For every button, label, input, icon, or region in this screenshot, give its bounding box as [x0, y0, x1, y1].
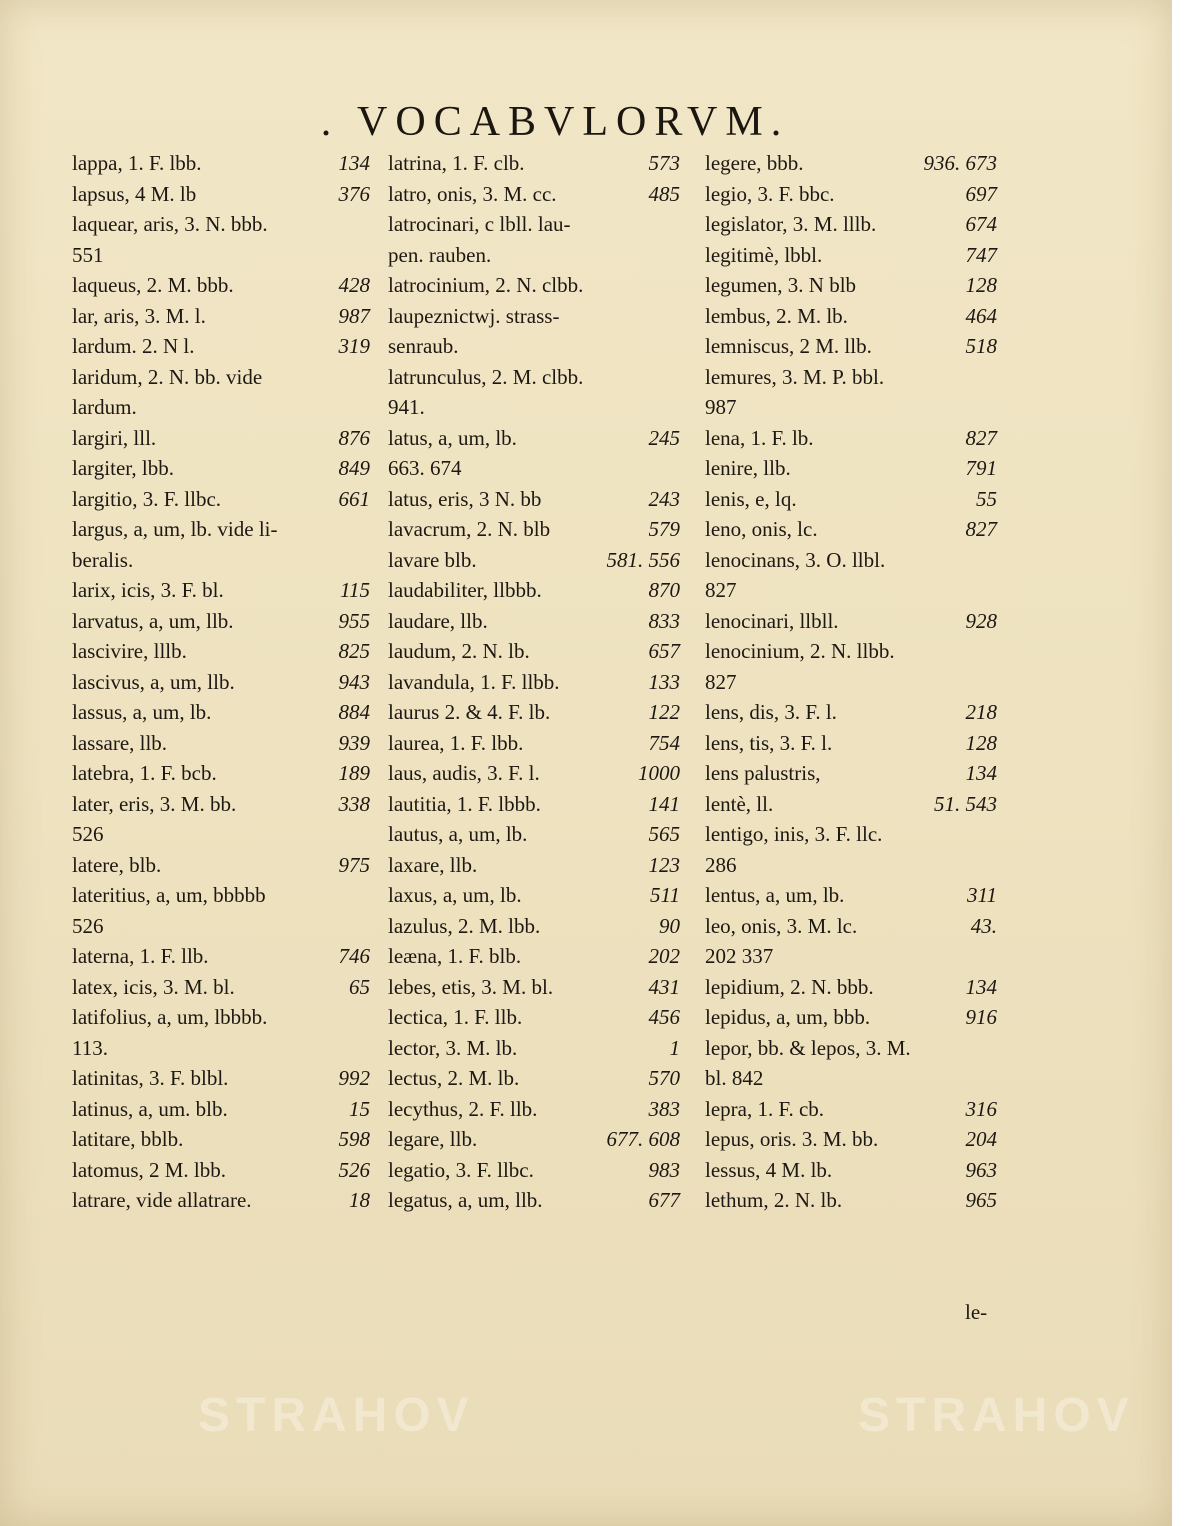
entry-continuation — [705, 1063, 997, 1094]
entry-number: 677 — [648, 1188, 680, 1212]
vocabulary-entry — [388, 270, 680, 301]
entry-continuation — [388, 240, 680, 271]
vocabulary-entry — [388, 911, 680, 942]
entry-text: lethum, 2. N. lb. — [705, 1188, 843, 1212]
entry-text: lemures, 3. M. P. bbl. — [705, 364, 885, 389]
entry-text: lens palustris, — [705, 761, 821, 785]
entry-number: 827 — [965, 517, 997, 541]
entry-text: latinitas, 3. F. blbl. — [72, 1066, 229, 1090]
entry-number: 134 — [965, 761, 997, 785]
entry-number: 43. — [970, 913, 997, 938]
entry-text: lenocinans, 3. O. llbl. — [705, 547, 886, 572]
entry-number: 876 — [338, 425, 370, 450]
entry-number: 338 — [338, 791, 370, 816]
entry-number: 464 — [965, 303, 997, 328]
entry-text: laudum, 2. N. lb. — [388, 639, 530, 663]
entry-text: lascivire, lllb. — [72, 639, 187, 663]
column-1 — [72, 148, 370, 1216]
vocabulary-entry — [72, 667, 370, 698]
entry-number: 319 — [338, 334, 370, 358]
entry-text: lentè, ll. — [705, 791, 774, 816]
vocabulary-entry — [705, 514, 997, 545]
vocabulary-entry — [705, 697, 997, 728]
vocabulary-entry — [705, 728, 997, 759]
vocabulary-entry — [72, 1124, 370, 1155]
entry-number: 316 — [965, 1096, 997, 1121]
entry-text: laxare, llb. — [388, 852, 478, 877]
entry-text: lassus, a, um, lb. — [72, 700, 212, 724]
vocabulary-entry — [705, 1185, 997, 1216]
vocabulary-entry — [388, 514, 680, 545]
vocabulary-entry — [388, 209, 680, 240]
entry-text: 987 — [705, 395, 737, 419]
entry-text: lepra, 1. F. cb. — [705, 1096, 825, 1121]
entry-text: leno, onis, lc. — [705, 517, 818, 541]
vocabulary-entry — [388, 423, 680, 454]
vocabulary-entry — [705, 484, 997, 515]
entry-text: latrare, vide allatrare. — [72, 1188, 252, 1212]
entry-text: pen. rauben. — [388, 242, 492, 267]
entry-text: 526 — [72, 822, 104, 846]
entry-text: laus, audis, 3. F. l. — [388, 761, 540, 785]
vocabulary-entry — [72, 575, 370, 606]
entry-text: 827 — [705, 669, 737, 694]
entry-text: 526 — [72, 913, 104, 938]
entry-text: latere, blb. — [72, 852, 162, 877]
vocabulary-entry — [388, 941, 680, 972]
entry-text: lebes, etis, 3. M. bl. — [388, 974, 554, 999]
entry-number: 511 — [650, 883, 680, 907]
entry-text: legumen, 3. N blb — [705, 273, 857, 297]
vocabulary-entry — [705, 1155, 997, 1186]
entry-text: lapsus, 4 M. lb — [72, 181, 197, 206]
entry-text: lens, tis, 3. F. l. — [705, 730, 833, 755]
entry-text: lepidus, a, um, bbb. — [705, 1005, 871, 1029]
entry-text: lavacrum, 2. N. blb — [388, 517, 551, 541]
entry-text: legitimè, lbbl. — [705, 242, 823, 267]
entry-text: senraub. — [388, 334, 459, 358]
entry-number: 747 — [965, 242, 997, 267]
column-3 — [705, 148, 997, 1216]
vocabulary-entry — [72, 1063, 370, 1094]
entry-number: 123 — [648, 852, 680, 877]
entry-text: lar, aris, 3. M. l. — [72, 303, 206, 328]
vocabulary-entry — [388, 362, 680, 393]
entry-text: lenocinari, llbll. — [705, 608, 839, 633]
entry-text: legatio, 3. F. llbc. — [388, 1157, 534, 1182]
entry-continuation — [72, 1033, 370, 1064]
entry-text: lardum. 2. N l. — [72, 334, 195, 358]
column-2 — [388, 148, 680, 1216]
entry-text: laudare, llb. — [388, 608, 488, 633]
watermark-right: STRAHOV — [858, 1389, 1135, 1442]
entry-text: legislator, 3. M. lllb. — [705, 212, 877, 236]
vocabulary-entry — [705, 1124, 997, 1155]
entry-text: latinus, a, um. blb. — [72, 1096, 228, 1121]
entry-text: 202 337 — [705, 944, 774, 968]
vocabulary-entry — [72, 179, 370, 210]
entry-continuation — [72, 240, 370, 271]
vocabulary-entry — [72, 880, 370, 911]
entry-text: laxus, a, um, lb. — [388, 883, 522, 907]
entry-number: 661 — [338, 486, 370, 511]
entry-number: 754 — [648, 730, 680, 755]
vocabulary-entry — [705, 819, 997, 850]
vocabulary-entry — [388, 545, 680, 576]
entry-text: latomus, 2 M. lbb. — [72, 1157, 227, 1182]
entry-continuation — [705, 850, 997, 881]
vocabulary-entry — [705, 423, 997, 454]
vocabulary-entry — [388, 148, 680, 179]
entry-text: lautus, a, um, lb. — [388, 822, 528, 846]
entry-text: latrocinari, c lbll. lau- — [388, 212, 571, 236]
entry-text: largitio, 3. F. llbc. — [72, 486, 222, 511]
entry-text: lenis, e, lq. — [705, 486, 797, 511]
entry-text: laqueus, 2. M. bbb. — [72, 273, 234, 297]
vocabulary-entry — [72, 453, 370, 484]
entry-number: 791 — [965, 456, 997, 480]
entry-text: legere, bbb. — [705, 151, 804, 175]
entry-text: lembus, 2. M. lb. — [705, 303, 848, 328]
entry-number: 849 — [338, 456, 370, 480]
vocabulary-entry — [388, 789, 680, 820]
entry-number: 311 — [967, 883, 997, 907]
entry-text: laridum, 2. N. bb. vide — [72, 364, 263, 389]
vocabulary-entry — [72, 1002, 370, 1033]
entry-text: 286 — [705, 852, 737, 877]
entry-number: 15 — [349, 1096, 370, 1121]
entry-text: beralis. — [72, 547, 134, 572]
entry-continuation — [388, 301, 680, 332]
entry-number: 1 — [669, 1035, 680, 1060]
entry-number: 428 — [338, 273, 370, 297]
entry-text: lentus, a, um, lb. — [705, 883, 845, 907]
vocabulary-entry — [388, 1033, 680, 1064]
entry-number: 677. 608 — [606, 1127, 680, 1151]
entry-text: lappa, 1. F. lbb. — [72, 151, 202, 175]
vocabulary-entry — [705, 1033, 997, 1064]
entry-text: largiter, lbb. — [72, 456, 174, 480]
vocabulary-entry — [705, 789, 997, 820]
vocabulary-entry — [705, 880, 997, 911]
vocabulary-entry — [705, 1094, 997, 1125]
vocabulary-entry — [705, 209, 997, 240]
entry-text: 113. — [72, 1035, 108, 1060]
vocabulary-entry — [388, 850, 680, 881]
vocabulary-entry — [72, 941, 370, 972]
vocabulary-entry — [72, 209, 370, 240]
entry-number: 955 — [338, 608, 370, 633]
vocabulary-entry — [72, 331, 370, 362]
vocabulary-entry — [705, 636, 997, 667]
page-heading: . VOCABVLORVM. — [320, 99, 790, 145]
vocabulary-entry — [72, 514, 370, 545]
entry-number: 884 — [338, 700, 370, 724]
entry-text: lemniscus, 2 M. llb. — [705, 334, 872, 358]
entry-text: lectus, 2. M. lb. — [388, 1066, 520, 1090]
entry-number: 825 — [338, 639, 370, 663]
entry-text: 941. — [388, 395, 425, 419]
entry-number: 55 — [976, 486, 997, 511]
entry-text: legare, llb. — [388, 1127, 478, 1151]
vocabulary-entry — [705, 1002, 997, 1033]
entry-continuation — [705, 575, 997, 606]
entry-number: 936. 673 — [923, 151, 997, 175]
entry-number: 218 — [965, 700, 997, 724]
entry-number: 51. 543 — [934, 791, 997, 816]
entry-text: laurus 2. & 4. F. lb. — [388, 700, 551, 724]
entry-number: 992 — [338, 1066, 370, 1090]
entry-continuation — [72, 819, 370, 850]
entry-number: 141 — [648, 791, 680, 816]
vocabulary-entry — [388, 1002, 680, 1033]
entry-continuation — [705, 667, 997, 698]
entry-number: 18 — [349, 1188, 370, 1212]
entry-text: larix, icis, 3. F. bl. — [72, 578, 224, 602]
vocabulary-entry — [72, 1155, 370, 1186]
vocabulary-entry — [705, 362, 997, 393]
entry-continuation — [72, 392, 370, 423]
entry-text: lena, 1. F. lb. — [705, 425, 814, 450]
vocabulary-entry — [705, 911, 997, 942]
vocabulary-entry — [705, 606, 997, 637]
entry-text: lepor, bb. & lepos, 3. M. — [705, 1035, 911, 1060]
watermark-left: STRAHOV — [198, 1389, 475, 1442]
vocabulary-entry — [388, 728, 680, 759]
vocabulary-entry — [388, 819, 680, 850]
entry-number: 383 — [648, 1096, 680, 1121]
entry-number: 746 — [338, 944, 370, 968]
entry-number: 963 — [965, 1157, 997, 1182]
entry-text: laquear, aris, 3. N. bbb. — [72, 212, 268, 236]
entry-number: 674 — [965, 212, 997, 236]
vocabulary-entry — [72, 789, 370, 820]
entry-number: 581. 556 — [606, 547, 680, 572]
entry-number: 975 — [338, 852, 370, 877]
vocabulary-entry — [72, 423, 370, 454]
vocabulary-entry — [705, 148, 997, 179]
entry-number: 128 — [965, 273, 997, 297]
vocabulary-entry — [388, 1155, 680, 1186]
vocabulary-entry — [388, 880, 680, 911]
entry-number: 65 — [349, 974, 370, 999]
entry-number: 245 — [648, 425, 680, 450]
entry-text: latex, icis, 3. M. bl. — [72, 974, 235, 999]
vocabulary-entry — [388, 1185, 680, 1216]
vocabulary-entry — [72, 697, 370, 728]
entry-text: 551 — [72, 242, 104, 267]
entry-number: 122 — [648, 700, 680, 724]
entry-text: lardum. — [72, 395, 137, 419]
entry-number: 456 — [648, 1005, 680, 1029]
entry-continuation — [388, 453, 680, 484]
entry-text: latro, onis, 3. M. cc. — [388, 181, 557, 206]
entry-number: 134 — [338, 151, 370, 175]
entry-text: leo, onis, 3. M. lc. — [705, 913, 858, 938]
vocabulary-entry — [388, 1124, 680, 1155]
vocabulary-entry — [72, 270, 370, 301]
entry-text: lentigo, inis, 3. F. llc. — [705, 822, 883, 846]
vocabulary-entry — [72, 148, 370, 179]
entry-continuation — [72, 911, 370, 942]
entry-text: bl. 842 — [705, 1066, 764, 1090]
entry-text: lessus, 4 M. lb. — [705, 1157, 833, 1182]
entry-number: 943 — [338, 669, 370, 694]
entry-text: laurea, 1. F. lbb. — [388, 730, 524, 755]
entry-text: lens, dis, 3. F. l. — [705, 700, 837, 724]
entry-number: 965 — [965, 1188, 997, 1212]
entry-number: 376 — [338, 181, 370, 206]
entry-number: 928 — [965, 608, 997, 633]
vocabulary-entry — [388, 667, 680, 698]
vocabulary-entry — [72, 972, 370, 1003]
entry-text: latus, eris, 3 N. bb — [388, 486, 542, 511]
entry-number: 983 — [648, 1157, 680, 1182]
vocabulary-entry — [388, 697, 680, 728]
entry-text: largus, a, um, lb. vide li- — [72, 517, 278, 541]
entry-text: lenocinium, 2. N. llbb. — [705, 639, 895, 663]
entry-text: 827 — [705, 578, 737, 602]
entry-text: latrina, 1. F. clb. — [388, 151, 525, 175]
entry-text: latus, a, um, lb. — [388, 425, 517, 450]
entry-number: 987 — [338, 303, 370, 328]
vocabulary-entry — [705, 301, 997, 332]
entry-text: lenire, llb. — [705, 456, 791, 480]
catchword: le- — [965, 1300, 988, 1324]
vocabulary-entry — [388, 1094, 680, 1125]
entry-number: 115 — [340, 578, 370, 602]
vocabulary-entry — [705, 240, 997, 271]
entry-continuation — [705, 392, 997, 423]
vocabulary-entry — [388, 484, 680, 515]
vocabulary-entry — [705, 453, 997, 484]
vocabulary-entry — [388, 575, 680, 606]
vocabulary-entry — [72, 606, 370, 637]
entry-number: 243 — [648, 486, 680, 511]
entry-number: 579 — [648, 517, 680, 541]
entry-number: 518 — [965, 334, 997, 358]
entry-number: 90 — [659, 913, 680, 938]
vocabulary-entry — [72, 362, 370, 393]
entry-number: 202 — [648, 944, 680, 968]
entry-number: 916 — [965, 1005, 997, 1029]
entry-text: lascivus, a, um, llb. — [72, 669, 235, 694]
entry-text: lazulus, 2. M. lbb. — [388, 913, 541, 938]
entry-number: 657 — [648, 639, 680, 663]
vocabulary-entry — [705, 545, 997, 576]
vocabulary-entry — [72, 850, 370, 881]
entry-text: latebra, 1. F. bcb. — [72, 761, 217, 785]
entry-continuation — [388, 392, 680, 423]
vocabulary-entry — [705, 331, 997, 362]
entry-text: lautitia, 1. F. lbbb. — [388, 791, 541, 816]
entry-number: 833 — [648, 608, 680, 633]
vocabulary-entry — [72, 484, 370, 515]
entry-text: lavare blb. — [388, 547, 477, 572]
entry-text: leæna, 1. F. blb. — [388, 944, 522, 968]
vocabulary-entry — [388, 606, 680, 637]
entry-text: largiri, lll. — [72, 425, 157, 450]
entry-number: 697 — [965, 181, 997, 206]
entry-text: lepus, oris. 3. M. bb. — [705, 1127, 879, 1151]
vocabulary-entry — [72, 758, 370, 789]
entry-number: 1000 — [638, 761, 680, 785]
vocabulary-entry — [705, 270, 997, 301]
vocabulary-entry — [705, 179, 997, 210]
entry-text: lepidium, 2. N. bbb. — [705, 974, 874, 999]
entry-number: 128 — [965, 730, 997, 755]
entry-text: latitare, bblb. — [72, 1127, 184, 1151]
entry-text: lateritius, a, um, bbbbb — [72, 883, 266, 907]
entry-text: latifolius, a, um, lbbbb. — [72, 1005, 268, 1029]
vocabulary-entry — [388, 972, 680, 1003]
entry-text: lavandula, 1. F. llbb. — [388, 669, 560, 694]
vocabulary-entry — [705, 758, 997, 789]
vocabulary-entry — [705, 972, 997, 1003]
entry-continuation — [388, 331, 680, 362]
entry-text: laterna, 1. F. llb. — [72, 944, 209, 968]
vocabulary-entry — [388, 636, 680, 667]
entry-number: 431 — [648, 974, 680, 999]
entry-text: laudabiliter, llbbb. — [388, 578, 542, 602]
entry-continuation — [72, 545, 370, 576]
entry-number: 204 — [965, 1127, 997, 1151]
entry-text: lecythus, 2. F. llb. — [388, 1096, 538, 1121]
vocabulary-entry — [72, 1094, 370, 1125]
entry-text: latrunculus, 2. M. clbb. — [388, 364, 584, 389]
entry-number: 485 — [648, 181, 680, 206]
entry-number: 870 — [648, 578, 680, 602]
entry-text: legatus, a, um, llb. — [388, 1188, 543, 1212]
entry-text: lector, 3. M. lb. — [388, 1035, 518, 1060]
vocabulary-entry — [388, 758, 680, 789]
vocabulary-entry — [388, 1063, 680, 1094]
page-margin-edge — [1172, 0, 1200, 1526]
entry-number: 598 — [338, 1127, 370, 1151]
vocabulary-entry — [72, 728, 370, 759]
entry-number: 570 — [648, 1066, 680, 1090]
entry-text: larvatus, a, um, llb. — [72, 608, 234, 633]
entry-text: lassare, llb. — [72, 730, 168, 755]
vocabulary-entry — [72, 1185, 370, 1216]
entry-text: 663. 674 — [388, 456, 462, 480]
entry-text: laupeznictwj. strass- — [388, 303, 560, 328]
entry-text: latrocinium, 2. N. clbb. — [388, 273, 584, 297]
entry-number: 134 — [965, 974, 997, 999]
entry-number: 939 — [338, 730, 370, 755]
entry-text: legio, 3. F. bbc. — [705, 181, 835, 206]
vocabulary-entry — [72, 636, 370, 667]
entry-number: 189 — [338, 761, 370, 785]
entry-number: 526 — [338, 1157, 370, 1182]
vocabulary-entry — [388, 179, 680, 210]
vocabulary-entry — [72, 301, 370, 332]
entry-number: 133 — [648, 669, 680, 694]
entry-continuation — [705, 941, 997, 972]
entry-text: later, eris, 3. M. bb. — [72, 791, 237, 816]
entry-text: lectica, 1. F. llb. — [388, 1005, 523, 1029]
entry-number: 827 — [965, 425, 997, 450]
entry-number: 565 — [648, 822, 680, 846]
entry-number: 573 — [648, 151, 680, 175]
